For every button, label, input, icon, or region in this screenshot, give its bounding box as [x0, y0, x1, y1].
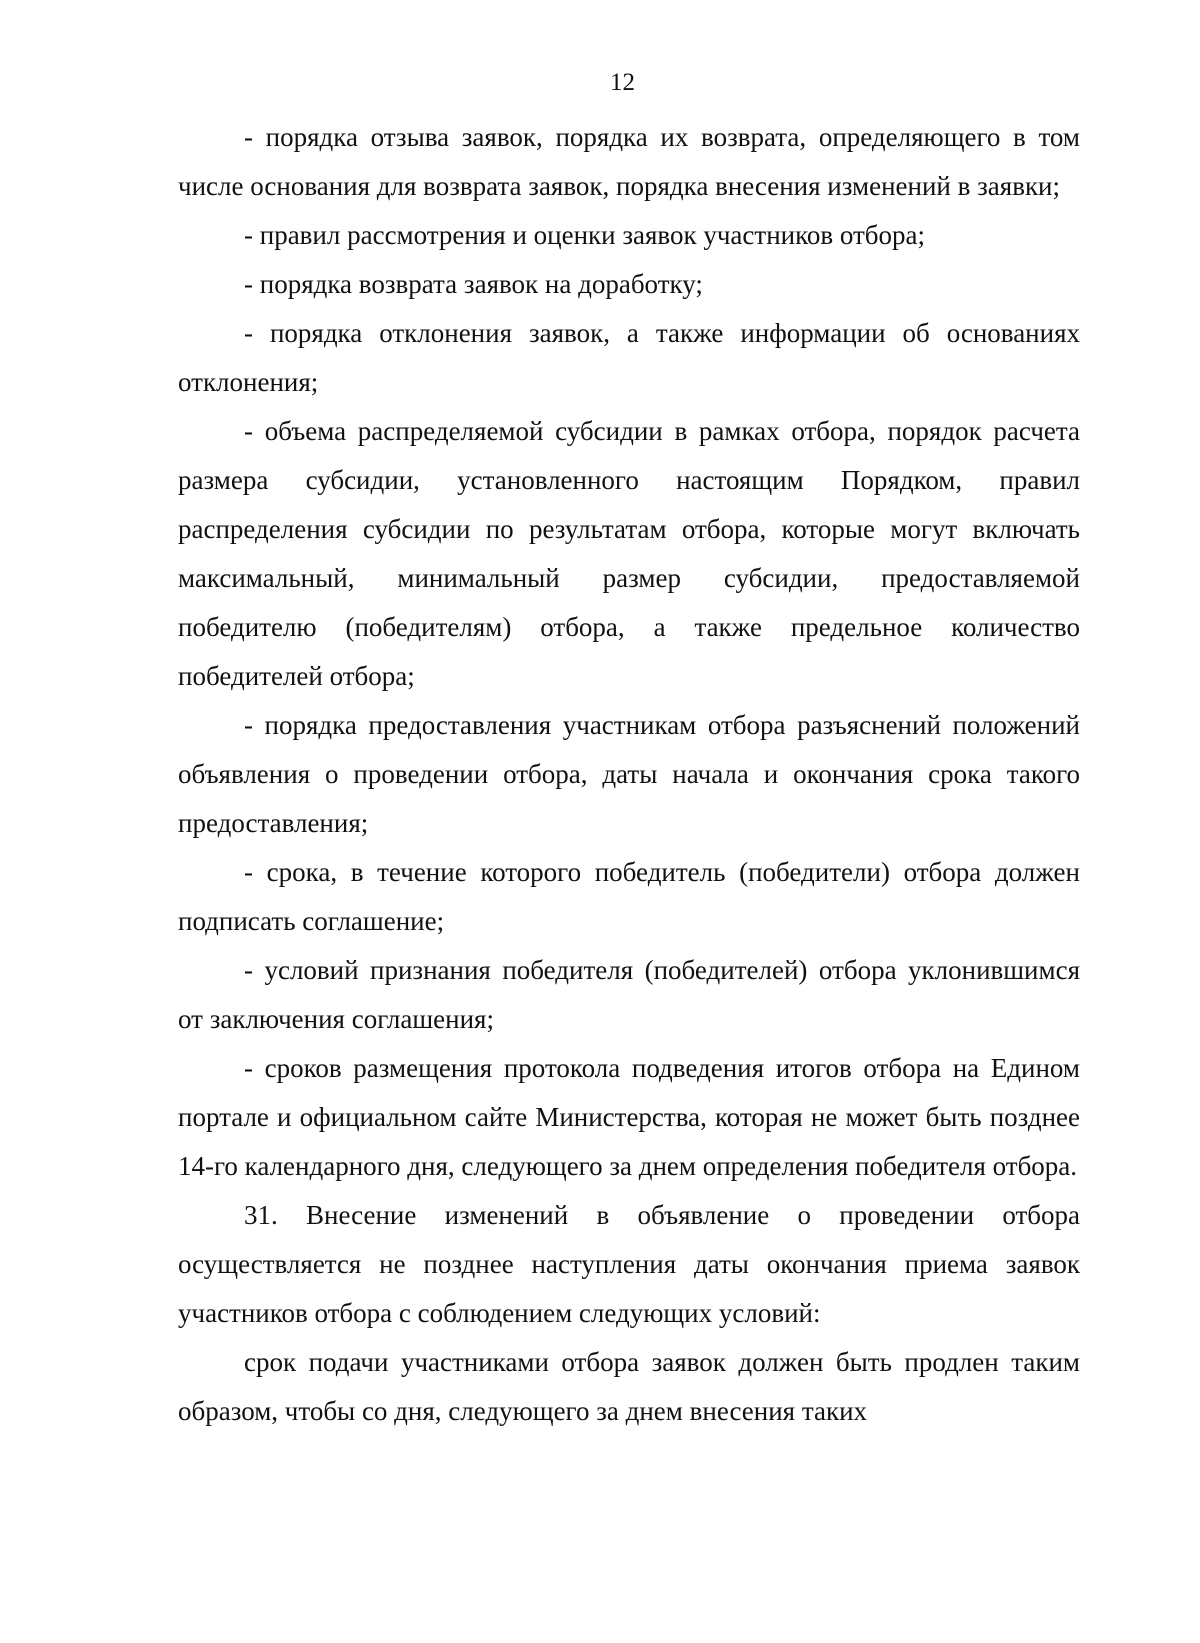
paragraph-rejection-order: - порядка отклонения заявок, а также информации об основаниях отклонения; [178, 318, 1080, 397]
paragraph-section-31: 31. Внесение изменений в объявление о проведении отбора осуществляется не позднее наступления даты окончания приема заявок участников отбора с соблюдением следующих условий: [178, 1200, 1080, 1328]
paragraph-protocol-publication: - сроков размещения протокола подведения итогов отбора на Едином портале и официальном сайте Министерства, которая не может быть позднее 14-го календарного дня, следующего за днем определения победителя отбора. [178, 1053, 1080, 1181]
paragraph-return-for-revision: - порядка возврата заявок на доработку; [244, 269, 703, 299]
paragraph-subsidy-volume: - объема распределяемой субсидии в рамках отбора, порядок расчета размера субсидии, установленного настоящим Порядком, правил распределения субсидии по результатам отбора, которые могут включать максимальный, минимальный размер субсидии, предоставляемой победителю (победителям) отбора, а также предельное количество победителей отбора; [178, 416, 1080, 691]
paragraph-review-rules: - правил рассмотрения и оценки заявок участников отбора; [244, 220, 926, 250]
paragraph-clarifications-order: - порядка предоставления участникам отбора разъяснений положений объявления о проведении отбора, даты начала и окончания срока такого предоставления; [178, 710, 1080, 838]
paragraph-withdrawal-order: - порядка отзыва заявок, порядка их возврата, определяющего в том числе основания для возврата заявок, порядка внесения изменений в заявки; [178, 122, 1080, 201]
page-number: 12 [610, 69, 635, 96]
paragraph-evasion-conditions: - условий признания победителя (победителей) отбора уклонившимся от заключения соглашения; [178, 955, 1080, 1034]
paragraph-agreement-term: - срока, в течение которого победитель (победители) отбора должен подписать соглашение; [178, 857, 1080, 936]
paragraph-deadline-extension: срок подачи участниками отбора заявок должен быть продлен таким образом, чтобы со дня, следующего за днем внесения таких [178, 1347, 1080, 1426]
document-body [178, 113, 1080, 1436]
